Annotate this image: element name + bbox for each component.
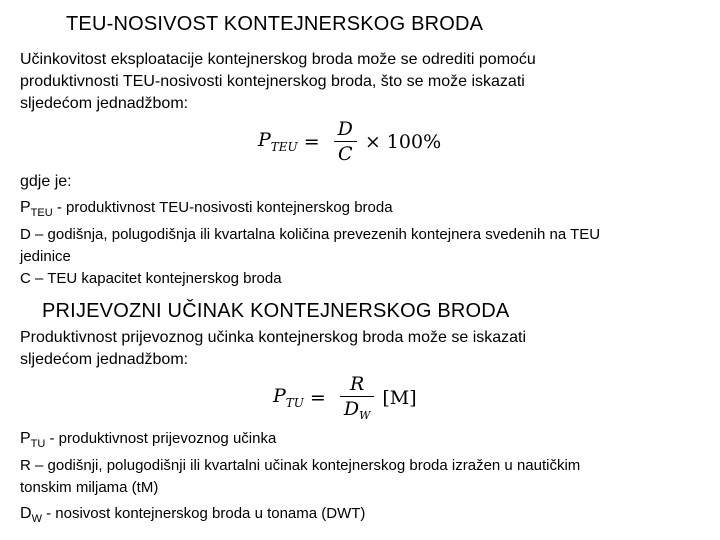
section2-definitions [20,428,580,530]
section2-intro [20,327,526,371]
def-c: C – TEU kapacitet kontejnerskog broda [20,270,282,287]
fraction [334,118,357,165]
equals-sign: = [309,386,326,409]
equation-teu [258,118,441,165]
equation-lhs: $P_{TEU}$ [258,129,298,154]
intro-line: sljedećom jednadžbom: [20,95,189,112]
def-p-tu: $P_{TU}$ - produktivnost prijevoznog učinka [20,430,277,450]
denominator: C [334,141,357,165]
equation-tail: [M] [382,386,417,409]
where-label: gdje je: [20,173,72,190]
intro-line: produktivnosti TEU-nosivosti kontejnerskog broda, što se može iskazati [20,73,525,90]
intro-line: Produktivnost prijevoznog učinka kontejnerskog broda može se iskazati [20,329,527,346]
intro-line: Učinkovitost eksploatacije kontejnerskog broda može se odrediti pomoću [20,51,536,68]
equation-lhs: $P_{TU}$ [273,385,304,410]
denominator: $D_W$ [340,396,375,422]
equation-tail: × 100% [364,130,442,153]
section2-title: PRIJEVOZNI UČINAK KONTEJNERSKOG BRODA [42,300,510,322]
equals-sign: = [303,130,320,153]
section1-title: TEU-NOSIVOST KONTEJNERSKOG BRODA [66,13,484,35]
section1-definitions [20,197,600,290]
def-d-cont: jedinice [20,248,71,265]
def-dw: $D_W$ - nosivost kontejnerskog broda u tonama (DWT) [20,505,366,525]
def-d: D – godišnja, polugodišnja ili kvartalna količina prevezenih kontejnera svedenih na TEU [20,226,601,243]
fraction [340,373,375,422]
equation-tu [273,373,417,422]
def-r: R – godišnji, polugodišnji ili kvartalni učinak kontejnerskog broda izražen u nautičkim [20,457,581,474]
numerator: R [349,373,365,395]
numerator: D [337,118,353,140]
def-r-cont: tonskim miljama (tM) [20,479,159,496]
def-p-teu: $P_{TEU}$ - produktivnost TEU-nosivosti kontejnerskog broda [20,199,393,219]
section1-intro [20,49,536,115]
intro-line: sljedećom jednadžbom: [20,351,189,368]
